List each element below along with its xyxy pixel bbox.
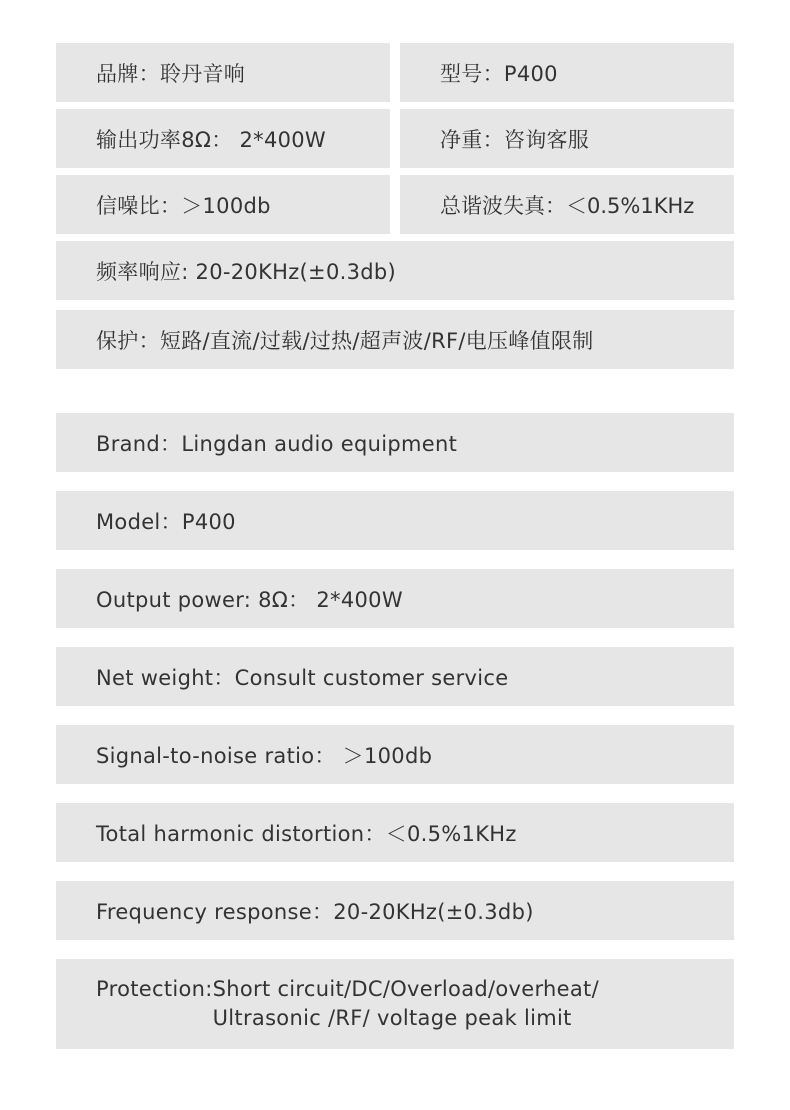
- spec-en-snr-text: Signal-to-noise ratio： ＞100db: [96, 743, 433, 768]
- spec-en-protection-line2: Ultrasonic /RF/ voltage peak limit: [212, 1006, 572, 1030]
- spec-cn-protection: [56, 310, 734, 369]
- spec-en-net-weight: [56, 647, 734, 706]
- spec-cn-snr: [56, 175, 390, 234]
- spec-en-output-power-text: Output power: 8Ω： 2*400W: [96, 587, 403, 612]
- spec-cn-brand-text: 品牌：聆丹音响: [96, 61, 246, 86]
- spec-en-frequency-response: [56, 881, 734, 940]
- spec-en-net-weight-text: Net weight：Consult customer service: [96, 665, 509, 690]
- spec-cn-thd-text: 总谐波失真：＜0.5%1KHz: [440, 193, 695, 218]
- spec-en-protection-values: [213, 975, 599, 1033]
- spec-cn-model-text: 型号：P400: [440, 61, 558, 86]
- spec-en-model: [56, 491, 734, 550]
- spec-cn-output-power: [56, 109, 390, 168]
- spec-cn-frequency-response-text: 频率响应: 20-20KHz(±0.3db): [96, 259, 396, 284]
- spec-cn-net-weight: [400, 109, 734, 168]
- spec-cn-net-weight-text: 净重：咨询客服: [440, 127, 590, 152]
- spec-en-output-power: [56, 569, 734, 628]
- spec-cn-snr-text: 信噪比：＞100db: [96, 193, 271, 218]
- spec-en-thd: [56, 803, 734, 862]
- spec-en-protection: [56, 959, 734, 1049]
- spec-en-snr: [56, 725, 734, 784]
- spec-en-thd-text: Total harmonic distortion：＜0.5%1KHz: [96, 821, 517, 846]
- spec-cn-output-power-text: 输出功率8Ω： 2*400W: [96, 127, 326, 152]
- spec-cn-model: [400, 43, 734, 102]
- spec-cn-frequency-response: [56, 241, 734, 300]
- spec-en-protection-label: Protection:: [96, 977, 213, 1001]
- spec-cn-protection-text: 保护：短路/直流/过载/过热/超声波/RF/电压峰值限制: [96, 328, 594, 353]
- spec-cn-brand: [56, 43, 390, 102]
- spec-en-brand: [56, 413, 734, 472]
- spec-en-protection-line1: Short circuit/DC/Overload/overheat/: [212, 977, 599, 1001]
- spec-cn-thd: [400, 175, 734, 234]
- spec-en-frequency-response-text: Frequency response：20-20KHz(±0.3db): [96, 899, 534, 924]
- spec-en-model-text: Model：P400: [96, 509, 236, 534]
- spec-en-brand-text: Brand：Lingdan audio equipment: [96, 431, 458, 456]
